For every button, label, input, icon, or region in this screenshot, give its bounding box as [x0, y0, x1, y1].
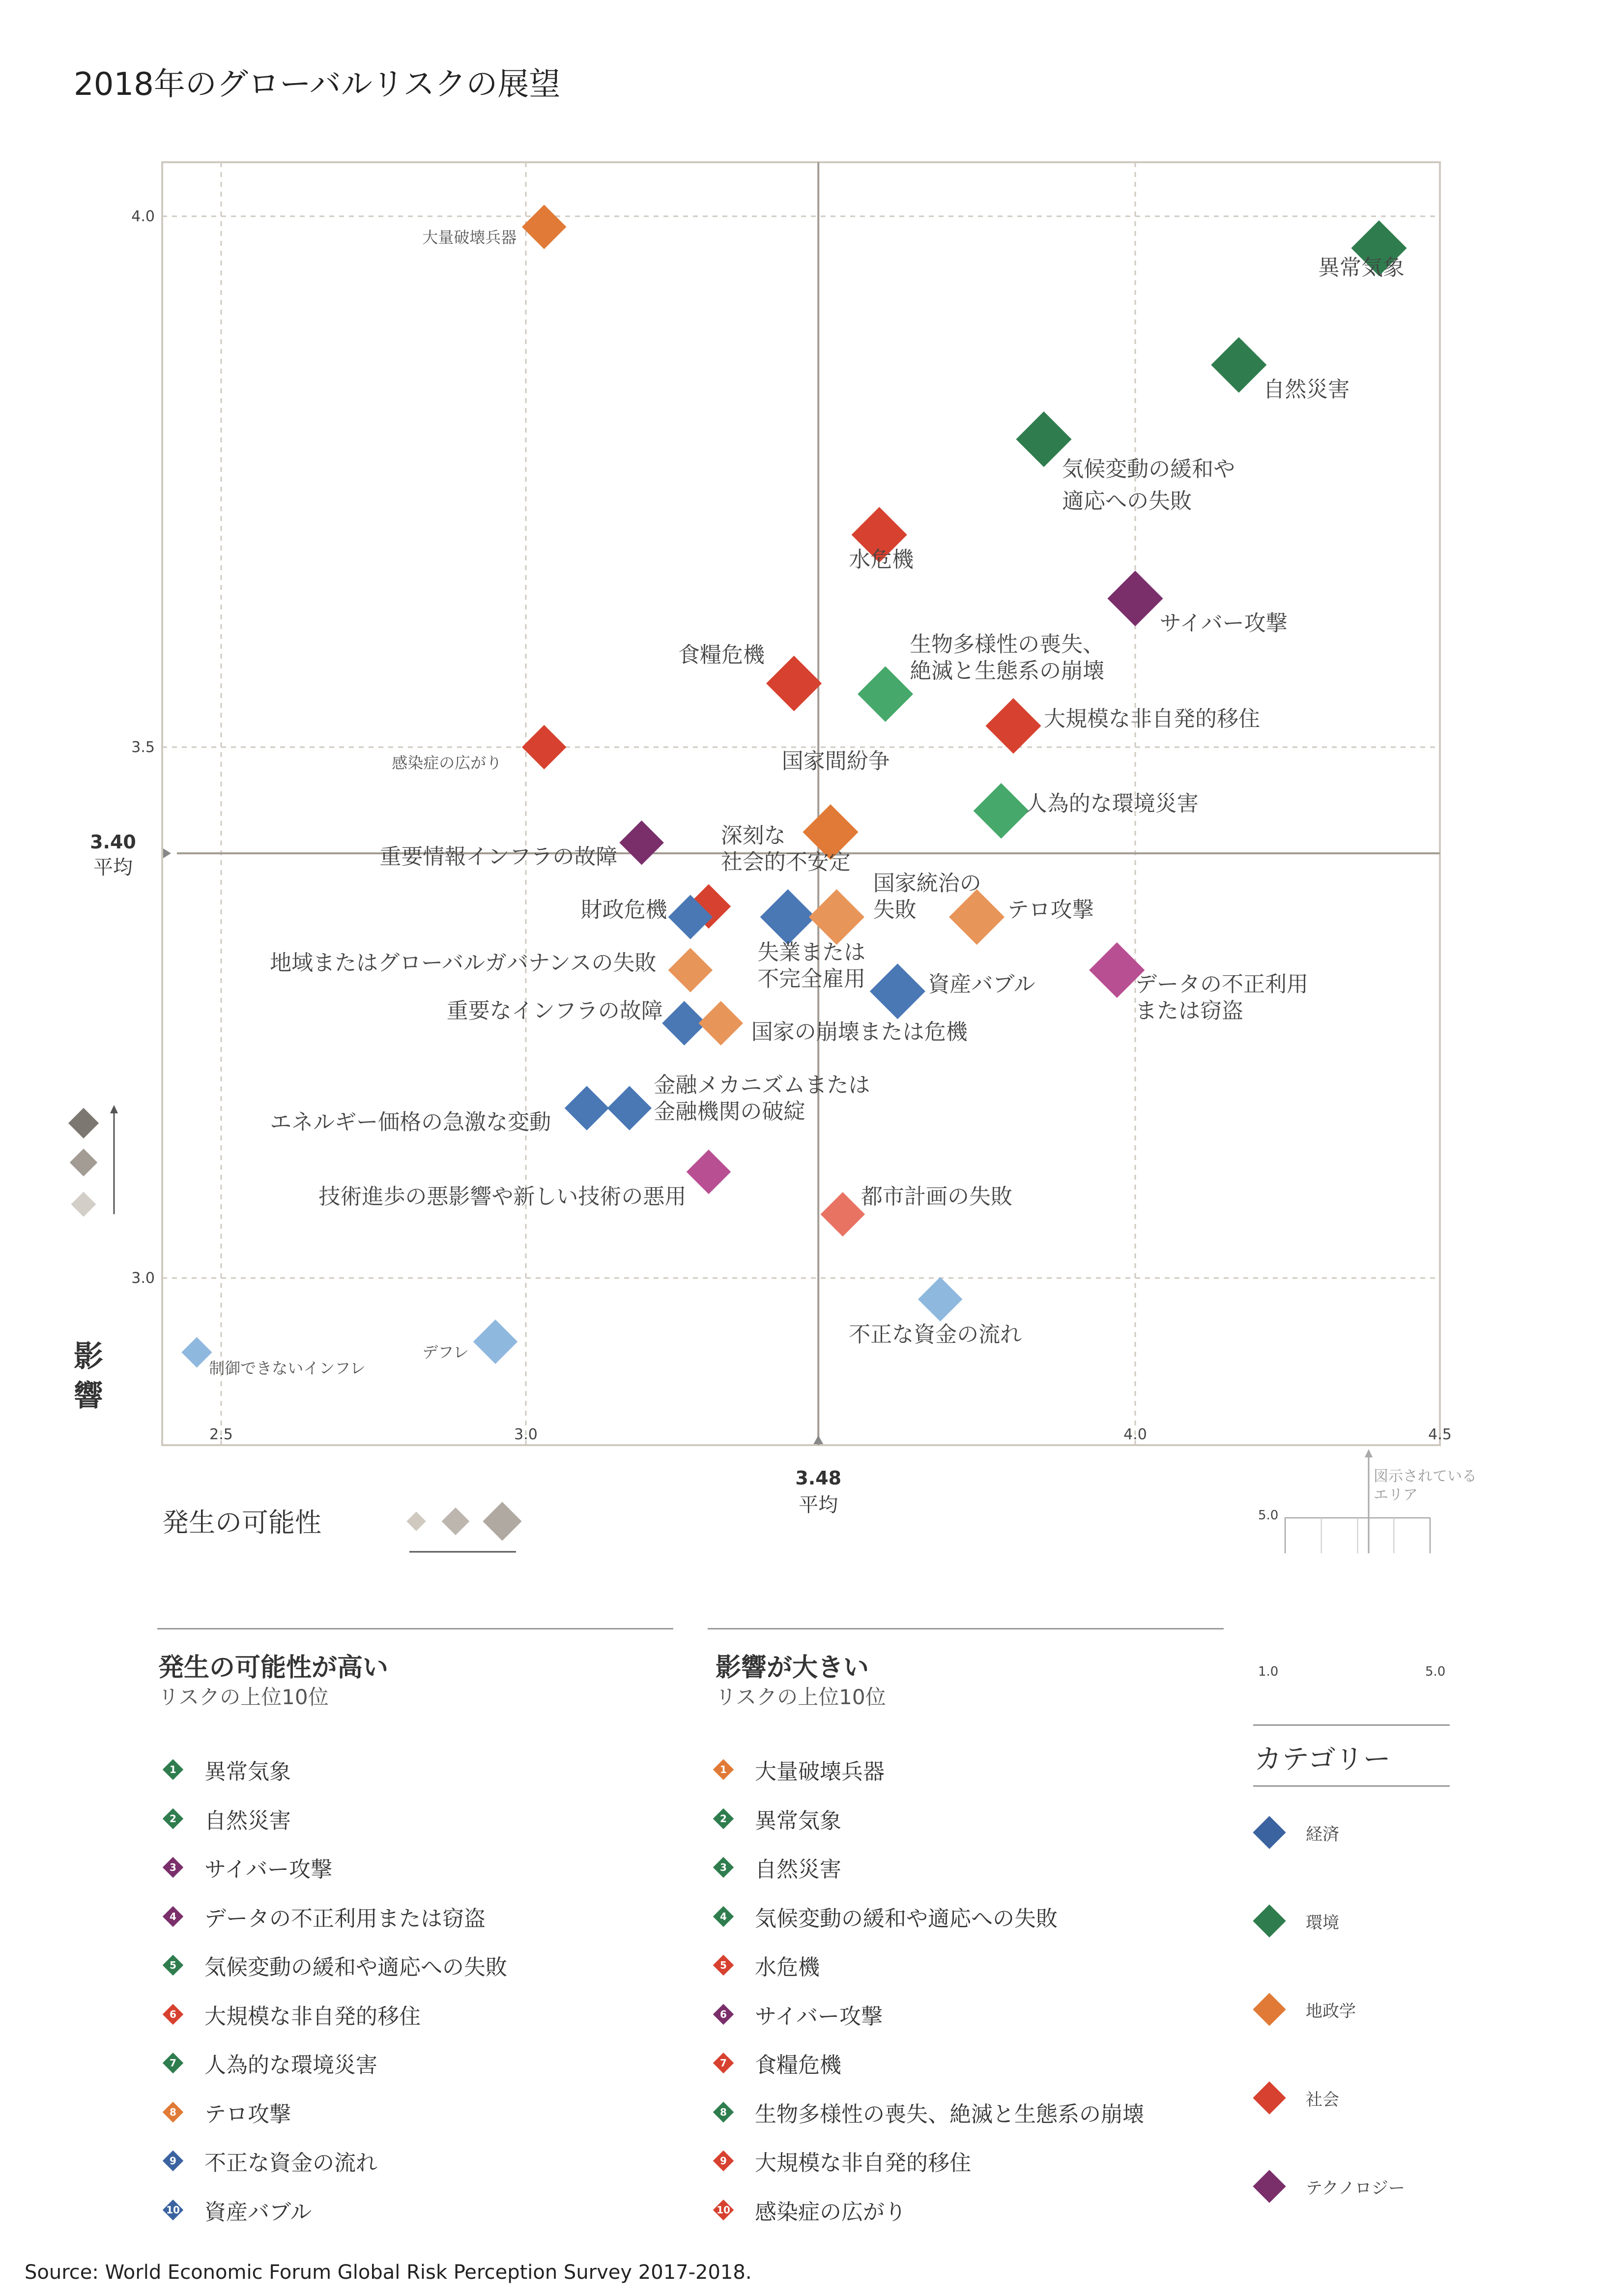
risk-point	[918, 1277, 963, 1322]
top-impact-title: 影響が大きい	[716, 1653, 869, 1683]
risk-point	[1211, 337, 1266, 393]
rank-number: 2	[720, 1812, 727, 1825]
rank-number: 3	[170, 1861, 176, 1873]
rank-badge	[162, 2199, 184, 2221]
inset-y-top-label: 5.0	[1258, 1508, 1279, 1523]
risk-point-label: 食糧危機	[678, 642, 765, 668]
category-diamond	[1253, 1993, 1286, 2026]
rank-number: 4	[170, 1910, 176, 1922]
top-ten-item	[713, 1949, 820, 1981]
top-ten-item	[162, 2194, 312, 2226]
top-ten-item	[713, 2096, 1144, 2128]
rank-number: 6	[170, 2008, 176, 2020]
top-ten-item	[713, 1754, 885, 1785]
risk-point	[760, 889, 816, 945]
risk-point-label: 深刻な	[720, 823, 786, 848]
category-item	[1256, 1907, 1339, 1935]
risk-point-label: 重要情報インフラの故障	[379, 844, 618, 870]
top-ten-item	[162, 2096, 291, 2128]
risk-point-label: 失敗	[873, 897, 917, 923]
rank-badge	[162, 1857, 184, 1878]
rank-number: 2	[170, 1812, 176, 1825]
rank-number: 5	[720, 1959, 727, 1971]
rank-label: 自然災害	[755, 1857, 841, 1882]
risk-point-label: テロ攻撃	[1007, 897, 1094, 923]
risk-point-label: 大量破壊兵器	[422, 228, 517, 247]
rank-number: 9	[170, 2155, 176, 2167]
rank-number: 7	[720, 2057, 727, 2069]
top-ten-item	[162, 2047, 377, 2079]
risk-point-label: 人為的な環境災害	[1025, 791, 1199, 816]
top-ten-item	[162, 1754, 291, 1785]
risk-point-label: 感染症の広がり	[392, 754, 502, 773]
rank-label: 資産バブル	[204, 2199, 312, 2225]
rank-number: 8	[170, 2106, 176, 2118]
rank-label: 自然災害	[204, 1808, 291, 1833]
rank-number: 8	[720, 2106, 727, 2118]
category-diamond	[1253, 1904, 1286, 1937]
rank-label: 大規模な非自発的移住	[204, 2004, 421, 2029]
category-label: テクノロジー	[1306, 2178, 1405, 2198]
risk-point-label: サイバー攻撃	[1159, 610, 1288, 636]
rank-badge	[713, 1808, 734, 1830]
rank-number: 3	[720, 1861, 727, 1873]
rank-badge	[713, 2004, 734, 2025]
category-item	[1256, 2084, 1339, 2112]
risk-point-label: 重要なインフラの故障	[446, 998, 663, 1023]
risk-point-label: エネルギー価格の急激な変動	[270, 1109, 551, 1135]
risk-point	[870, 963, 925, 1019]
rank-number: 4	[720, 1910, 727, 1922]
risk-point	[565, 1086, 609, 1131]
y-tick-label: 3.0	[131, 1270, 155, 1287]
top-impact-subtitle: リスクの上位10位	[716, 1685, 886, 1709]
category-label: 経済	[1306, 1824, 1339, 1844]
risk-point-label: 金融メカニズムまたは	[654, 1073, 870, 1098]
likelihood-divider	[157, 1628, 673, 1629]
rank-badge	[713, 2101, 734, 2123]
risk-point	[607, 1086, 652, 1131]
risk-point-label: 水危機	[849, 547, 914, 572]
rank-number: 10	[717, 2204, 730, 2216]
rank-badge	[713, 2199, 734, 2221]
risk-point-label: 地域またはグローバルガバナンスの失敗	[270, 950, 657, 976]
rank-badge	[162, 1808, 184, 1830]
rank-badge	[713, 1954, 734, 1976]
risk-point-label: 制御できないインフレ	[209, 1359, 366, 1378]
x-axis-title: 発生の可能性	[162, 1507, 321, 1538]
category-item	[1256, 1996, 1356, 2023]
risk-point-label: 不正な資金の流れ	[849, 1322, 1022, 1347]
rank-label: 気候変動の緩和や適応への失敗	[755, 1906, 1058, 1931]
top-ten-item	[162, 1999, 421, 2030]
rank-badge	[713, 1759, 734, 1780]
inset-x-right-label: 5.0	[1425, 1664, 1446, 1679]
risk-point	[766, 656, 822, 711]
risk-point-label: データの不正利用	[1135, 971, 1308, 997]
risk-point	[1107, 571, 1163, 626]
rank-badge	[162, 1906, 184, 1927]
rank-badge	[162, 2150, 184, 2172]
y-axis-title: 響	[74, 1379, 103, 1413]
rank-label: 生物多様性の喪失、絶滅と生態系の崩壊	[755, 2101, 1144, 2127]
inset-caption-line2: エリア	[1374, 1486, 1418, 1504]
risk-point-label: 金融機関の破綻	[654, 1099, 805, 1124]
rank-label: 食糧危機	[755, 2053, 841, 2078]
x-tick-label: 4.0	[1123, 1426, 1147, 1443]
category-diamond	[1253, 2081, 1286, 2114]
risk-point	[181, 1337, 212, 1367]
rank-label: データの不正利用または窃盗	[204, 1906, 486, 1931]
rank-label: テロ攻撃	[204, 2101, 291, 2127]
impact-arrow-head	[110, 1105, 118, 1113]
rank-number: 6	[720, 2008, 727, 2020]
rank-label: 感染症の広がり	[755, 2199, 906, 2225]
inset-pointer-head	[1365, 1449, 1373, 1457]
risk-point	[809, 889, 864, 945]
top-likelihood-title: 発生の可能性が高い	[158, 1653, 389, 1683]
impact-size-legend-marker	[68, 1108, 99, 1138]
x-tick-label: 4.5	[1428, 1426, 1452, 1443]
impact-size-legend-marker	[70, 1149, 98, 1177]
rank-label: 大規模な非自発的移住	[755, 2151, 971, 2176]
rank-label: 異常気象	[204, 1759, 291, 1784]
impact-size-legend-marker	[71, 1192, 96, 1217]
rank-badge	[162, 1759, 184, 1780]
category-diamond	[1253, 1816, 1286, 1849]
source-note: Source: World Economic Forum Global Risk Perception Survey 2017-2018.	[25, 2261, 752, 2284]
risk-point-label: 異常気象	[1318, 255, 1405, 280]
y-average-marker	[163, 848, 171, 858]
x-average-value: 3.48	[795, 1467, 842, 1489]
risk-point-label: 都市計画の失敗	[861, 1184, 1012, 1209]
top-ten-item	[713, 1852, 841, 1883]
rank-label: サイバー攻撃	[755, 2004, 883, 2029]
risk-point-label: 生物多様性の喪失、	[910, 632, 1105, 657]
rank-number: 1	[720, 1764, 727, 1775]
y-axis-title: 影	[74, 1339, 103, 1374]
risk-point	[821, 1192, 865, 1237]
x-average-marker	[813, 1435, 823, 1444]
rank-badge	[713, 1906, 734, 1927]
risk-point-label: 国家間紛争	[781, 749, 890, 774]
top-ten-item	[713, 2047, 841, 2079]
rank-label: 大量破壊兵器	[755, 1759, 885, 1784]
risk-point	[949, 889, 1004, 945]
category-label: 地政学	[1306, 2001, 1356, 2021]
category-item	[1256, 1819, 1339, 1846]
risk-point-label: 財政危機	[580, 897, 667, 923]
y-average-label: 平均	[93, 856, 133, 879]
risk-point-label: 不完全雇用	[757, 966, 866, 991]
risk-point	[974, 783, 1029, 839]
risk-point	[522, 725, 567, 770]
risk-point-label: 気候変動の緩和や	[1062, 457, 1235, 482]
page-title: 2018年のグローバルリスクの展望	[74, 66, 561, 103]
top-ten-item	[162, 2145, 377, 2177]
rank-label: 不正な資金の流れ	[204, 2151, 377, 2176]
rank-badge	[162, 2101, 184, 2123]
risk-point	[668, 948, 713, 992]
rank-number: 9	[720, 2155, 727, 2167]
top-ten-item	[162, 1901, 486, 1932]
risk-point	[858, 666, 913, 722]
rank-badge	[713, 1857, 734, 1878]
category-item	[1256, 2173, 1405, 2200]
category-label: 環境	[1306, 1913, 1339, 1933]
category-divider-top	[1253, 1724, 1450, 1726]
risk-point	[687, 1150, 731, 1194]
inset-caption	[1374, 1467, 1477, 1505]
impact-divider	[708, 1628, 1224, 1629]
rank-label: 気候変動の緩和や適応への失敗	[204, 1955, 507, 1980]
risk-point-label: 失業または	[757, 940, 866, 965]
likelihood-size-legend-marker	[442, 1508, 470, 1536]
risk-point	[699, 1001, 744, 1046]
rank-badge	[713, 2052, 734, 2074]
top-ten-item	[713, 2145, 971, 2177]
top-ten-item	[713, 1999, 883, 2030]
rank-badge	[162, 2052, 184, 2074]
rank-label: 人為的な環境災害	[204, 2053, 377, 2078]
x-average-label: 平均	[799, 1494, 838, 1516]
risk-point-label: デフレ	[422, 1343, 469, 1362]
top-ten-item	[713, 1803, 841, 1834]
risk-point	[473, 1319, 518, 1364]
risk-point-label: 自然災害	[1263, 377, 1350, 403]
rank-number: 5	[170, 1959, 176, 1971]
rank-badge	[162, 2004, 184, 2025]
inset-caption-line1: 図示されている	[1374, 1468, 1477, 1485]
rank-number: 10	[166, 2204, 180, 2216]
top-ten-item	[713, 1901, 1058, 1932]
rank-badge	[713, 2150, 734, 2172]
category-label: 社会	[1306, 2090, 1339, 2110]
likelihood-size-legend-marker	[483, 1502, 521, 1540]
y-tick-label: 3.5	[131, 739, 155, 756]
top-ten-item	[162, 1949, 507, 1981]
risk-point	[619, 820, 664, 865]
risk-point-label: 資産バブル	[928, 971, 1035, 997]
top-ten-item	[713, 2194, 906, 2226]
top-likelihood-subtitle: リスクの上位10位	[158, 1685, 329, 1709]
risk-point-label: 適応への失敗	[1062, 489, 1192, 514]
risk-point-label: または窃盗	[1135, 998, 1243, 1023]
rank-label: 水危機	[755, 1955, 820, 1980]
rank-label: 異常気象	[755, 1808, 841, 1833]
x-tick-label: 3.0	[514, 1426, 538, 1443]
top-ten-item	[162, 1803, 291, 1834]
risk-point	[985, 698, 1041, 754]
inset-y-bottom-label: 1.0	[1258, 1664, 1279, 1679]
risk-point-label: 絶滅と生態系の崩壊	[910, 658, 1105, 684]
risk-point-label: 国家の崩壊または危機	[751, 1019, 968, 1045]
rank-number: 7	[170, 2057, 176, 2069]
top-ten-item	[162, 1852, 332, 1883]
category-title: カテゴリー	[1254, 1744, 1391, 1775]
risk-point-label: 大規模な非自発的移住	[1044, 706, 1260, 731]
y-tick-label: 4.0	[131, 208, 155, 225]
category-divider-bottom	[1253, 1785, 1450, 1787]
risk-point-label: 国家統治の	[873, 871, 981, 896]
y-average-value: 3.40	[90, 831, 136, 853]
rank-number: 1	[170, 1764, 176, 1775]
risk-point	[522, 204, 567, 249]
likelihood-size-legend-marker	[406, 1511, 426, 1531]
risk-point-label: 技術進歩の悪影響や新しい技術の悪用	[318, 1184, 687, 1209]
category-diamond	[1253, 2170, 1286, 2203]
rank-label: サイバー攻撃	[204, 1857, 333, 1882]
risk-point-label: 社会的不安定	[720, 849, 851, 875]
rank-badge	[162, 1954, 184, 1976]
x-tick-label: 2.5	[209, 1426, 233, 1443]
